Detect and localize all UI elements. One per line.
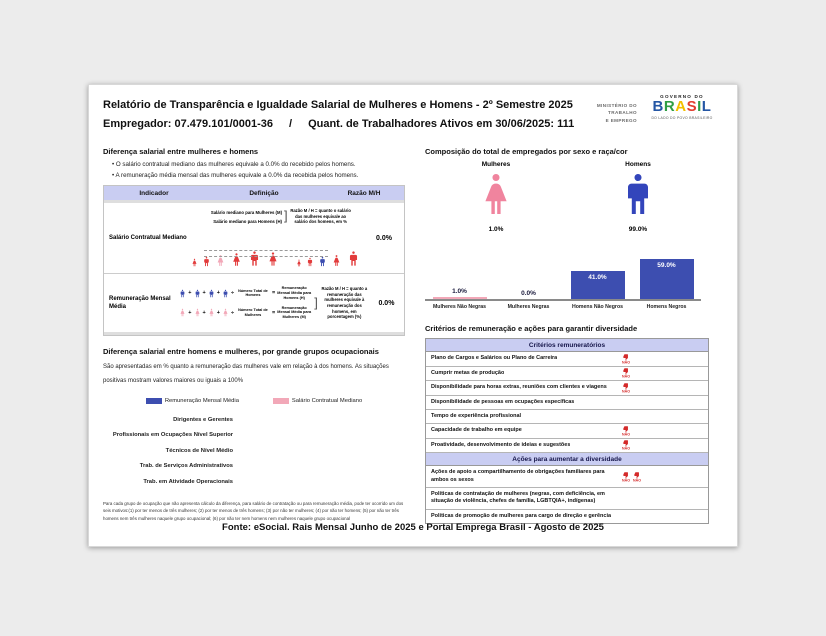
report-page	[88, 84, 738, 547]
ministry-line: MINISTÉRIO DO	[596, 103, 637, 108]
woman-icon	[472, 205, 520, 222]
men-percent: 99.0%	[628, 226, 648, 233]
criteria-row	[426, 439, 708, 453]
occupational-group-label: Profissionais em Ocupações Nível Superior	[112, 432, 233, 439]
occupational-group-label: Trab. de Serviços Administrativos	[139, 463, 233, 470]
ratio-value-average: 0.0%	[378, 299, 395, 307]
man-figure-icon	[201, 256, 212, 267]
nao-thumbs-down-icon: NÃO	[622, 353, 630, 364]
bar-category-label: Homens Não Negros	[571, 304, 624, 310]
woman-figure-icon	[265, 251, 281, 267]
gov-brasil-logo	[643, 94, 721, 120]
ratio-value-median: 0.0%	[376, 234, 392, 242]
bar-column	[425, 288, 494, 299]
ratio-note: Razão M / H = quanto a remuneração das mulheres equivale à remuneração dos homens, em porcentagem (%)	[321, 285, 368, 320]
criteria-label: Disponibilidade de pessoas em ocupações específicas	[431, 398, 575, 405]
man-figure-icon	[221, 289, 230, 298]
bar	[640, 259, 694, 299]
criteria-answer	[622, 471, 641, 482]
median-labels	[198, 208, 282, 226]
criteria-answer	[622, 440, 630, 451]
woman-figure-icon	[229, 252, 244, 267]
criteria-row	[426, 352, 708, 366]
occupational-groups-axis	[103, 413, 233, 491]
active-workers-count: Quant. de Trabalhadores Ativos em 30/06/2025: 111	[308, 118, 575, 130]
brace-glyph: ]	[314, 295, 318, 310]
bar-value: 41.0%	[588, 274, 607, 282]
bar-category-labels	[425, 301, 701, 310]
criteria-label: Políticas de promoção de mulheres para cargo de direção e gerência	[431, 512, 612, 519]
subtitle-separator: /	[289, 118, 293, 130]
woman-figure-icon	[295, 259, 303, 267]
woman-figure-icon	[221, 308, 230, 317]
indicator-table-header	[104, 186, 404, 200]
women-percent: 1.0%	[488, 226, 504, 233]
bar-value: 1.0%	[452, 288, 467, 295]
man-figure-icon	[178, 289, 187, 298]
bullet-item: • O salário contratual mediano das mulheres equivale a 0.0% do recebido pelos homens.	[112, 161, 356, 168]
bar	[433, 297, 487, 299]
occupational-footnote: Para cada grupo de ocupação que não apresenta cálculo da diferença, para salário de contratação ou para remuneração média, pode ter ocorrido um dos seis motivos:(1) por ter menos de três mulheres; (2) por ter menos de três homens; (3) por não ter mulheres; (4) por não ter homens; (5) por não ter três homens nem três mulheres naquele grupo ocupacional; (6) por não ter nem homens nem mulheres naquele grupo ocupacional	[103, 501, 404, 521]
employer-id: Empregador: 07.479.101/0001-36	[103, 118, 273, 130]
bullet-item: • A remuneração média mensal das mulheres equivale a 0.0% da recebida pelos homens.	[112, 172, 359, 179]
indicator-table	[103, 185, 405, 336]
bar	[571, 271, 625, 299]
occupational-group-label: Dirigentes e Gerentes	[173, 416, 233, 423]
bar-column	[632, 259, 701, 299]
nao-thumbs-down-icon: NÃO	[622, 382, 630, 393]
criteria-answer	[622, 382, 630, 393]
row-salario-contratual-mediano	[104, 203, 404, 273]
ministry-line: TRABALHO	[608, 110, 637, 116]
label-median-men: Salário mediano para Homens (H)	[213, 219, 282, 225]
criteria-section-header: Ações para aumentar a diversidade	[426, 453, 708, 466]
table-strip	[104, 332, 404, 335]
label-median-women: Salário mediano para Mulheres (M)	[210, 210, 282, 215]
man-figure-icon	[246, 250, 263, 267]
criteria-row	[426, 488, 708, 510]
man-figure-icon	[193, 289, 202, 298]
bar-value: 0.0%	[521, 290, 536, 297]
criteria-row	[426, 396, 708, 410]
criteria-label: Proatividade, desenvolvimento de ideias e sugestões	[431, 441, 571, 448]
legend-swatch	[273, 398, 289, 404]
criteria-table	[425, 338, 709, 524]
man-figure-icon	[207, 289, 216, 298]
right-column	[425, 147, 709, 524]
nao-thumbs-down-icon: NÃO	[633, 471, 641, 482]
salary-gap-bullets	[103, 161, 405, 179]
row-remuneracao-mensal-media	[104, 274, 404, 332]
bar-category-label: Mulheres Não Negras	[432, 304, 487, 310]
bar-category-label: Homens Negros	[646, 304, 687, 310]
woman-figure-icon	[190, 258, 199, 267]
indicator-name: Remuneração Mensal Média	[109, 295, 171, 310]
nao-thumbs-down-icon: NÃO	[622, 471, 630, 482]
report-subtitle	[103, 118, 574, 130]
women-figure-block	[425, 161, 567, 233]
composition-figures	[425, 161, 709, 233]
median-diagram	[188, 203, 364, 273]
occupational-group-label: Técnicos de Nível Médio	[165, 447, 233, 454]
gov-logo-top: GOVERNO DO	[660, 94, 704, 99]
criteria-answer	[622, 425, 630, 436]
criteria-label: Disponibilidade para horas extras, reuniões com clientes e viagens	[431, 384, 607, 391]
occupational-gap-description: São apresentadas em % quanto a remuneração das mulheres vale em relação à dos homens. As situações positivas mostram valores maiores ou iguais a 100%	[103, 364, 389, 384]
ministry-line: E EMPREGO	[605, 117, 637, 123]
criteria-label: Ações de apoio a compartilhamento de obrigações familiares para ambos os sexos	[431, 469, 605, 483]
legend-item	[146, 398, 239, 404]
nao-thumbs-down-icon: NÃO	[622, 440, 630, 451]
composition-bar-chart	[425, 255, 701, 310]
bar-column	[563, 271, 632, 299]
ministry-logo	[597, 102, 637, 124]
legend-item	[273, 398, 362, 404]
woman-figure-icon	[330, 254, 343, 267]
criteria-label: Políticas de contratação de mulheres (negras, com deficiência, em situação de violência, chefes de família, LGBTQIA+, indígenas)	[431, 491, 605, 505]
criteria-section-header: Critérios remuneratórios	[426, 339, 708, 352]
men-average-formula: + + + ÷ Número Total de Homens = Remuneração Mensal Média para Homens (H)	[178, 286, 312, 300]
salary-gap-title: Diferença salarial entre mulheres e homens	[103, 147, 259, 156]
criteria-title: Critérios de remuneração e ações para garantir diversidade	[425, 324, 638, 334]
criteria-answer	[622, 368, 630, 379]
women-label: Mulheres	[481, 161, 511, 168]
woman-figure-icon	[193, 308, 202, 317]
women-average-formula: + + + ÷ Número Total de Mulheres = Remuneração Mensal Média para Mulheres (M)	[178, 306, 312, 320]
chart-legend	[103, 398, 405, 404]
occupational-gap-title: Diferença salarial entre homens e mulheres, por grande grupos ocupacionais	[103, 347, 379, 356]
nao-thumbs-down-icon: NÃO	[622, 425, 630, 436]
legend-swatch	[146, 398, 162, 404]
source-footer: Fonte: eSocial. Rais Mensal Junho de 2025 e Portal Emprega Brasil - Agosto de 2025	[222, 522, 604, 533]
man-figure-icon	[305, 257, 315, 267]
brasil-wordmark: BRASIL	[652, 98, 712, 115]
men-figure-block	[567, 161, 709, 233]
woman-figure-icon	[214, 254, 227, 267]
legend-label: Salário Contratual Mediano	[291, 397, 363, 404]
criteria-row	[426, 367, 708, 381]
man-figure-icon	[317, 256, 328, 267]
criteria-answer	[622, 353, 630, 364]
average-formulas	[178, 286, 312, 319]
criteria-row	[426, 381, 708, 395]
criteria-label: Capacidade de trabalho em equipe	[431, 427, 522, 434]
criteria-row	[426, 410, 708, 424]
woman-figure-icon	[178, 308, 187, 317]
woman-figure-icon	[207, 308, 216, 317]
men-label: Homens	[625, 161, 651, 168]
col-header-indicador: Indicador	[139, 189, 169, 197]
col-header-razao: Razão M/H	[347, 189, 381, 197]
indicator-name: Salário Contratual Mediano	[109, 234, 187, 241]
col-header-definicao: Definição	[249, 189, 279, 197]
criteria-label: Plano de Cargos e Salários ou Plano de Carreira	[431, 355, 558, 362]
brace-glyph: ]	[284, 208, 288, 223]
occupational-group-label: Trab. em Atividade Operacionais	[143, 478, 233, 485]
criteria-row	[426, 424, 708, 438]
man-figure-icon	[345, 250, 362, 267]
ratio-note: Razão M / H = quanto o salário das mulheres equivale ao salário dos homens, em %	[290, 208, 351, 225]
legend-label: Remuneração Mensal Média	[164, 397, 239, 404]
bar-category-label: Mulheres Negras	[507, 304, 550, 310]
bar-value: 59.0%	[657, 262, 676, 269]
criteria-label: Tempo de experiência profissional	[431, 412, 522, 419]
bar-area	[425, 255, 701, 301]
nao-thumbs-down-icon: NÃO	[622, 368, 630, 379]
man-icon	[614, 205, 662, 222]
composition-title: Composição do total de empregados por sexo e raça/cor	[425, 147, 628, 156]
criteria-label: Cumprir metas de produção	[431, 369, 505, 376]
bar-column	[494, 290, 563, 299]
criteria-row	[426, 466, 708, 488]
gov-logo-tagline: DO LADO DO POVO BRASILEIRO	[651, 115, 713, 120]
median-figures	[190, 247, 362, 267]
report-title: Relatório de Transparência e Igualdade Salarial de Mulheres e Homens - 2º Semestre 2025	[103, 99, 573, 111]
left-column	[103, 147, 405, 522]
